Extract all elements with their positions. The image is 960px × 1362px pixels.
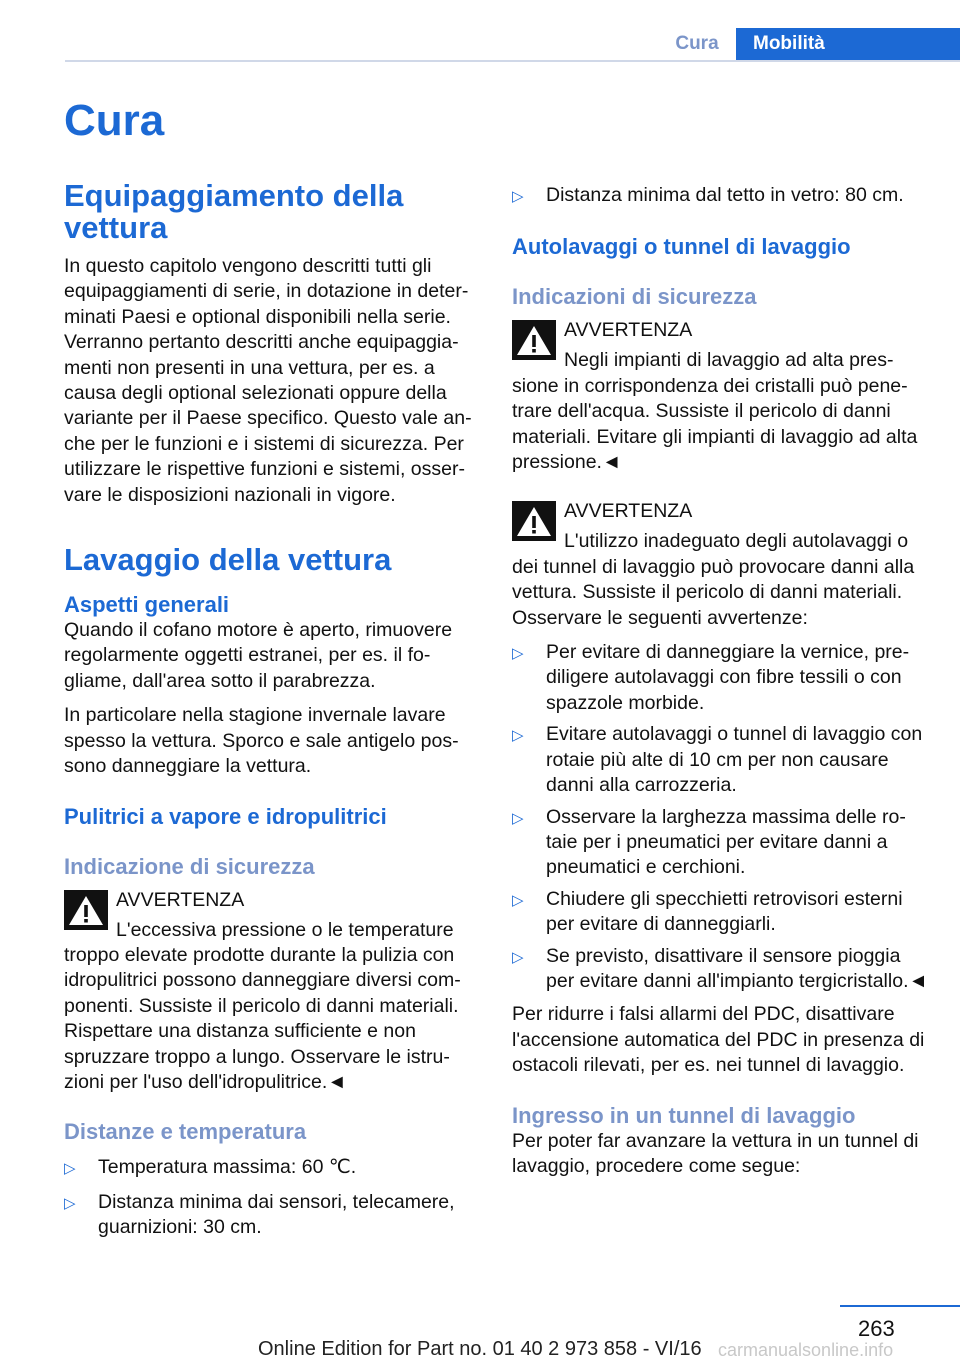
list-item: ▷ Distanza minima dai sensori, telecamere, guarnizioni: 30 cm. [64, 1190, 455, 1239]
right-column [512, 183, 930, 1179]
warning-triangle-icon [64, 890, 108, 930]
paragraph-ingresso: Per poter far avanzare la vettura in un tunnel di lavaggio, procedere come segue: [512, 1129, 919, 1177]
heading-equipaggiamento: Equipaggiamento della vettura [64, 178, 404, 245]
warning-triangle-icon [512, 501, 556, 541]
warning-text: Negli impianti di lavaggio ad alta pressione in corrispondenza dei cristalli può penetrare dell'acqua. Sussiste il pericolo di danni materiali. Evitare gli impianti di lavaggio ad alta pressione.◄ [512, 349, 918, 474]
bullet-list-distanze [64, 1155, 480, 1240]
warning-box-2 [512, 497, 930, 631]
left-column [64, 180, 480, 1241]
warning-box [64, 886, 480, 1096]
header-tab-mobilita[interactable]: Mobilità [736, 28, 960, 60]
watermark: carmanualsonline.info [718, 1340, 894, 1360]
list-item: ▷ Se previsto, disattivare il sensore pioggia per evitare danni all'impianto tergicristallo.◄ [512, 944, 928, 992]
triangle-bullet-icon: ▷ [64, 1160, 76, 1178]
list-item: ▷ Evitare autolavaggi o tunnel di lavaggio con rotaie più alte di 10 cm per non causare danni alla carrozzeria. [512, 723, 923, 797]
heading-pulitrici: Pulitrici a vapore e idropulitrici [64, 803, 387, 829]
bullet-list-avvertenze [512, 640, 930, 994]
list-item: ▷ Per evitare di danneggiare la vernice, prediligere autolavaggi con fibre tessili o con spazzole morbide. [512, 641, 910, 714]
footer-rule [840, 1305, 960, 1307]
heading-distanze: Distanze e temperatura [64, 1119, 307, 1145]
heading-ingresso: Ingresso in un tunnel di lavaggio [512, 1102, 856, 1128]
warning-box-1 [512, 316, 930, 475]
triangle-bullet-icon: ▷ [64, 1194, 76, 1212]
warning-label: AVVERTENZA [116, 888, 245, 911]
heading-indicazione: Indicazione di sicurezza [64, 853, 315, 879]
heading-indicazioni: Indicazioni di sicurezza [512, 284, 757, 310]
heading-lavaggio: Lavaggio della vettura [64, 542, 392, 578]
triangle-bullet-icon: ▷ [512, 891, 524, 909]
footer-edition: Online Edition for Part no. 01 40 2 973 858 - VI/16 [258, 1338, 702, 1360]
warning-triangle-icon [512, 320, 556, 360]
paragraph-aspetti-2: In particolare nella stagione invernale lavare spesso la vettura. Sporco e sale antigelo possono danneggiare la vettura. [64, 704, 459, 778]
triangle-bullet-icon: ▷ [512, 948, 524, 966]
warning-text: L'utilizzo inadeguato degli autolavaggi o dei tunnel di lavaggio può provocare danni alla vettura. Sussiste il pericolo di danni materiali. Osservare le seguenti avvertenze: [512, 530, 915, 629]
header-tab-cura[interactable]: Cura [675, 33, 719, 54]
bullet-list-top [512, 183, 930, 208]
paragraph-pdc: Per ridurre i falsi allarmi del PDC, disattivare l'accensione automatica del PDC in presenza di ostacoli rilevati, per es. nei tunnel di lavaggio. [512, 1003, 925, 1077]
warning-label: AVVERTENZA [564, 500, 693, 523]
triangle-bullet-icon: ▷ [512, 188, 524, 205]
warning-text: L'eccessiva pressione o le temperature troppo elevate prodotte durante la pulizia con idropulitrici possono danneggiare diversi componenti. Sussiste il pericolo di danni materiali. Rispettare una distanza sufficiente e non spruzzare troppo a lungo. Osservare le istruzioni per l'uso dell'idropulitrice.◄ [64, 918, 461, 1093]
list-item: ▷ Osservare la larghezza massima delle rotaie per i pneumatici per evitare danni a pneumatici e cerchioni. [512, 805, 906, 879]
heading-aspetti: Aspetti generali [64, 592, 230, 618]
triangle-bullet-icon: ▷ [512, 645, 524, 663]
header-rule [65, 60, 960, 62]
page-number: 263 [858, 1316, 895, 1341]
triangle-bullet-icon: ▷ [512, 809, 524, 827]
list-item: ▷ Chiudere gli specchietti retrovisori esterni per evitare di danneggiarli. [512, 887, 903, 936]
triangle-bullet-icon: ▷ [512, 727, 524, 745]
heading-autolavaggi: Autolavaggi o tunnel di lavaggio [512, 234, 851, 260]
paragraph-equipaggiamento: In questo capitolo vengono descritti tutti gli equipaggiamenti di serie, in dotazione in determinati Paesi e optional disponibili nella serie. Verranno pertanto descritti anche equipaggiamenti non presenti in una vettura, per es. a causa degli optional selezionati oppure della variante per il Paese specifico. Questo vale anche per le funzioni e i sistemi di sicurezza. Per utilizzare le rispettive funzioni e sistemi, osservare le disposizioni nazionali in vigore. [64, 255, 472, 506]
warning-label: AVVERTENZA [564, 319, 693, 342]
chapter-title: Cura [64, 96, 165, 145]
list-item: ▷ Temperatura massima: 60 ℃. [64, 1155, 480, 1180]
list-item: ▷ Distanza minima dal tetto in vetro: 80 cm. [512, 183, 930, 208]
paragraph-aspetti-1: Quando il cofano motore è aperto, rimuovere regolarmente oggetti estranei, per es. il fogliame, dall'area sotto il parabrezza. [64, 619, 453, 692]
